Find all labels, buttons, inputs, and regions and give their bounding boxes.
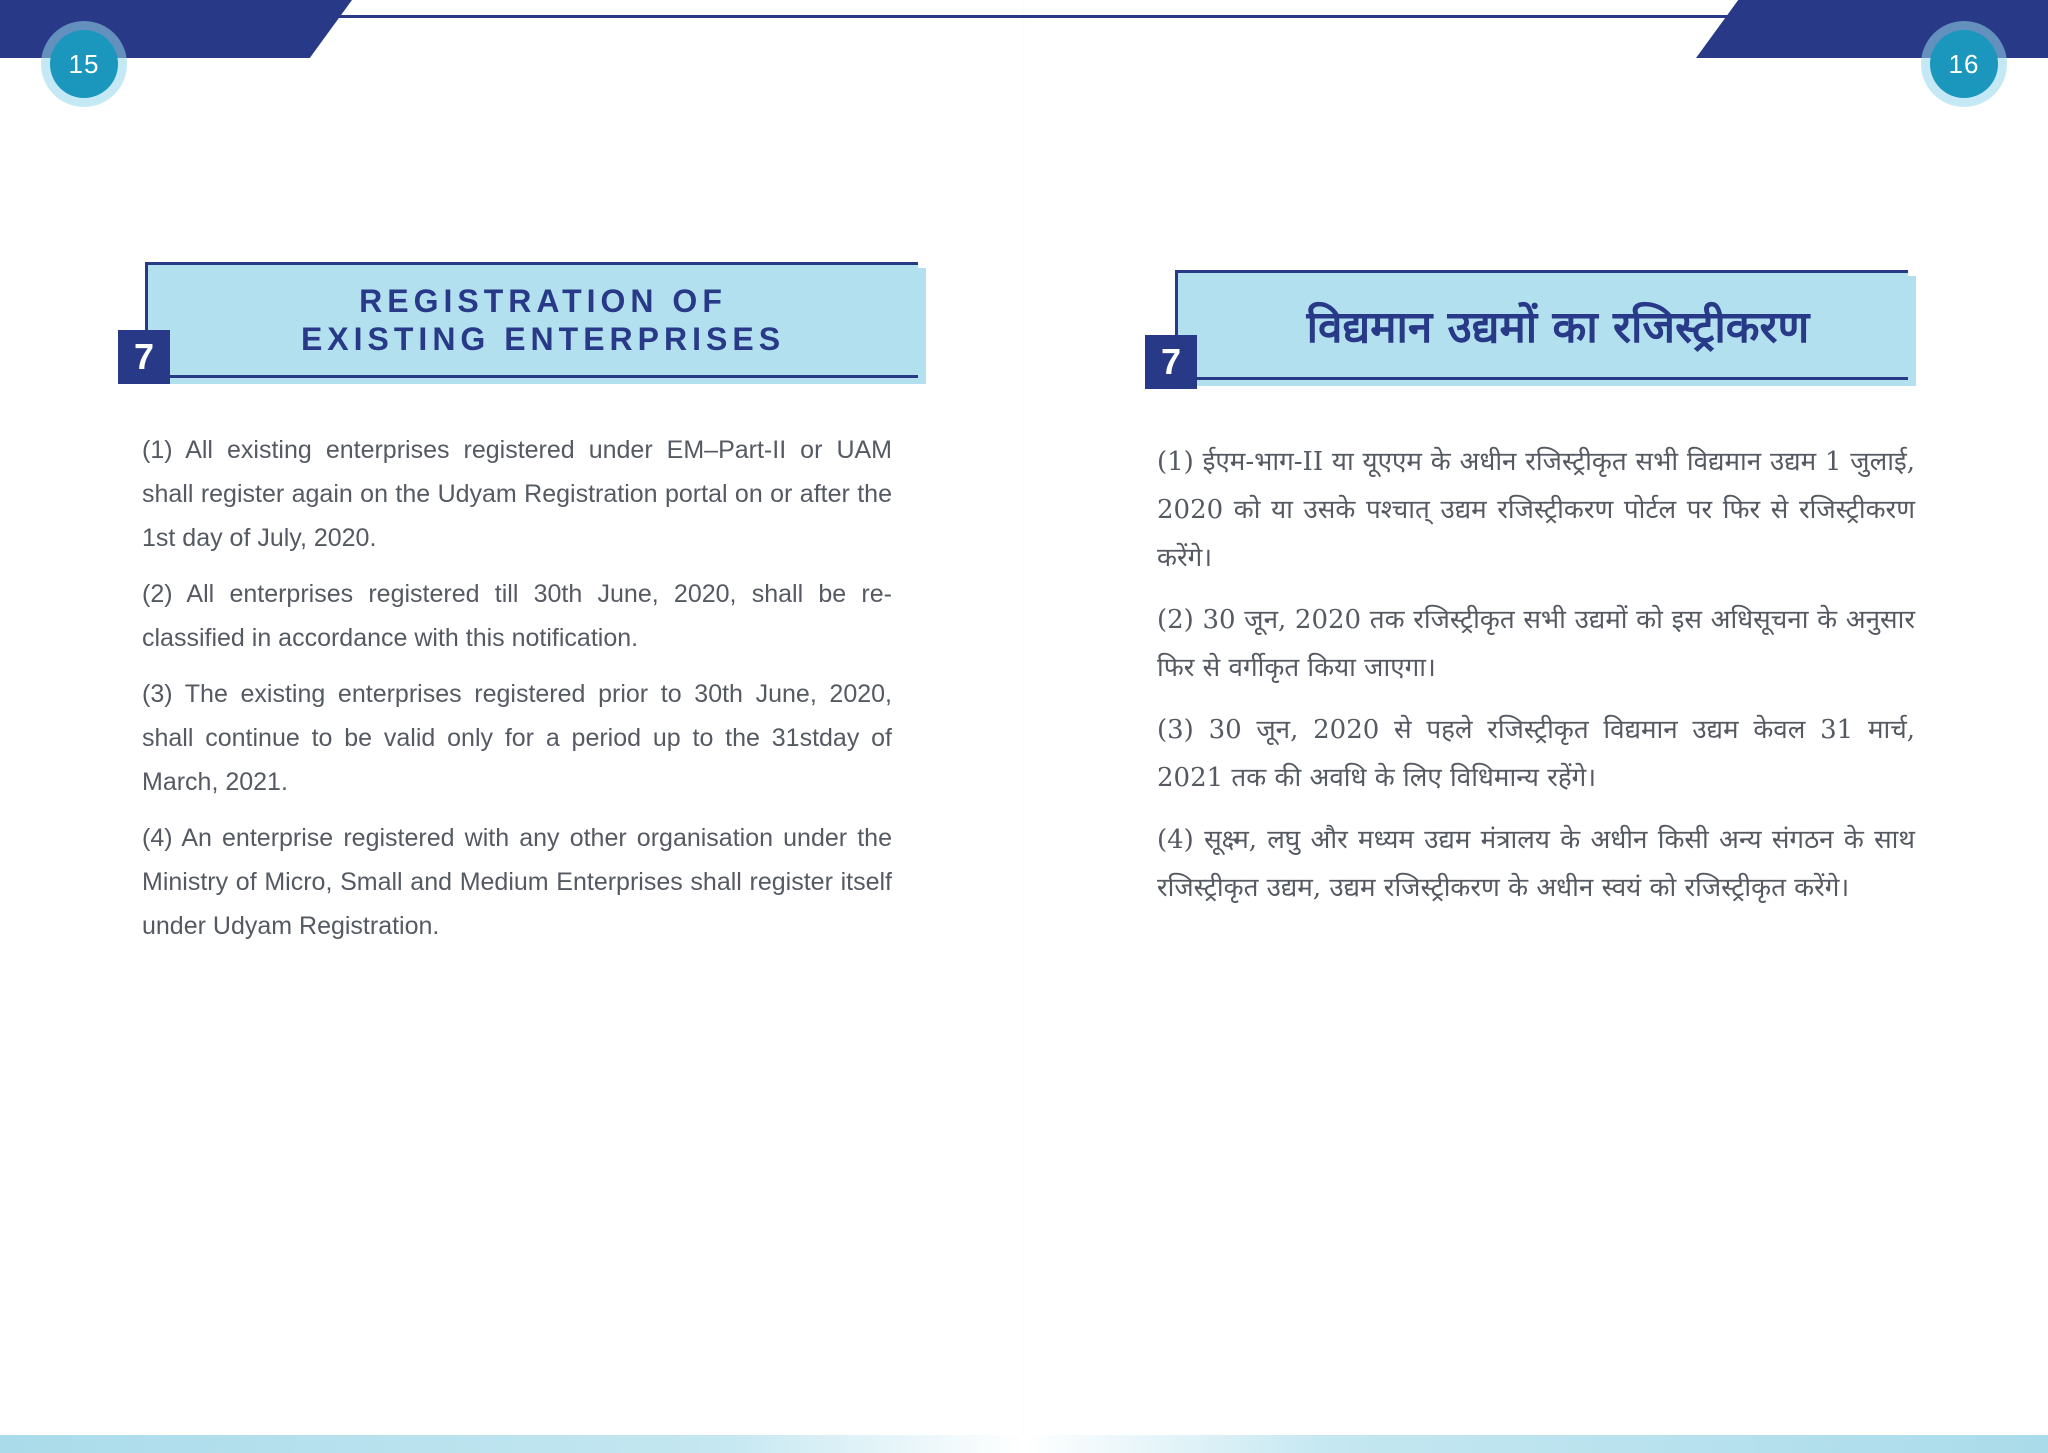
english-paragraph-2: (2) All enterprises registered till 30th June, 2020, shall be re-classified in accordance with this notification. [142, 580, 892, 652]
section-number-badge-left: 7 [118, 330, 170, 384]
top-right-tab [1696, 0, 2048, 58]
hindi-paragraph-4: (4) सूक्ष्म, लघु और मध्यम उद्यम मंत्रालय के अधीन किसी अन्य संगठन के साथ रजिस्ट्रीकृत उद्यम, उद्यम रजिस्ट्रीकरण के अधीन स्वयं को रजिस्ट्रीकृत करेंगे। [1157, 825, 1915, 903]
page-number-right: 16 [1930, 30, 1998, 98]
hindi-body [1157, 438, 1915, 926]
english-paragraph-4: (4) An enterprise registered with any other organisation under the Ministry of Micro, Small and Medium Enterprises shall register itself under Udyam Registration. [142, 824, 892, 940]
hindi-paragraph-2: (2) 30 जून, 2020 तक रजिस्ट्रीकृत सभी उद्यमों को इस अधिसूचना के अनुसार फिर से वर्गीकृत किया जाएगा। [1157, 605, 1915, 683]
section-number-badge-right: 7 [1145, 335, 1197, 389]
bottom-decorative-bar [0, 1435, 2048, 1453]
section-title-english: REGISTRATION OF EXISTING ENTERPRISES [300, 283, 786, 357]
page-number-left: 15 [50, 30, 118, 98]
page-fold [1023, 0, 1025, 1453]
english-paragraph-1: (1) All existing enterprises registered under EM–Part-II or UAM shall register again on the Udyam Registration portal on or after the 1st day of July, 2020. [142, 436, 892, 552]
section-header-english [145, 262, 918, 378]
hindi-paragraph-3: (3) 30 जून, 2020 से पहले रजिस्ट्रीकृत विद्यमान उद्यम केवल 31 मार्च, 2021 तक की अवधि के लिए विधिमान्य रहेंगे। [1157, 715, 1915, 793]
section-title-hindi: विद्यमान उद्यमों का रजिस्ट्रीकरण [1306, 302, 1810, 353]
english-paragraph-3: (3) The existing enterprises registered prior to 30th June, 2020, shall continue to be valid only for a period up to the 31stday of March, 2021. [142, 680, 892, 796]
hindi-paragraph-1: (1) ईएम-भाग-II या यूएएम के अधीन रजिस्ट्रीकृत सभी विद्यमान उद्यम 1 जुलाई, 2020 को या उसके पश्चात् उद्यम रजिस्ट्रीकरण पोर्टल पर फिर से रजिस्ट्रीकरण करेंगे। [1157, 447, 1915, 573]
english-body [142, 428, 892, 960]
section-header-hindi [1175, 270, 1908, 380]
